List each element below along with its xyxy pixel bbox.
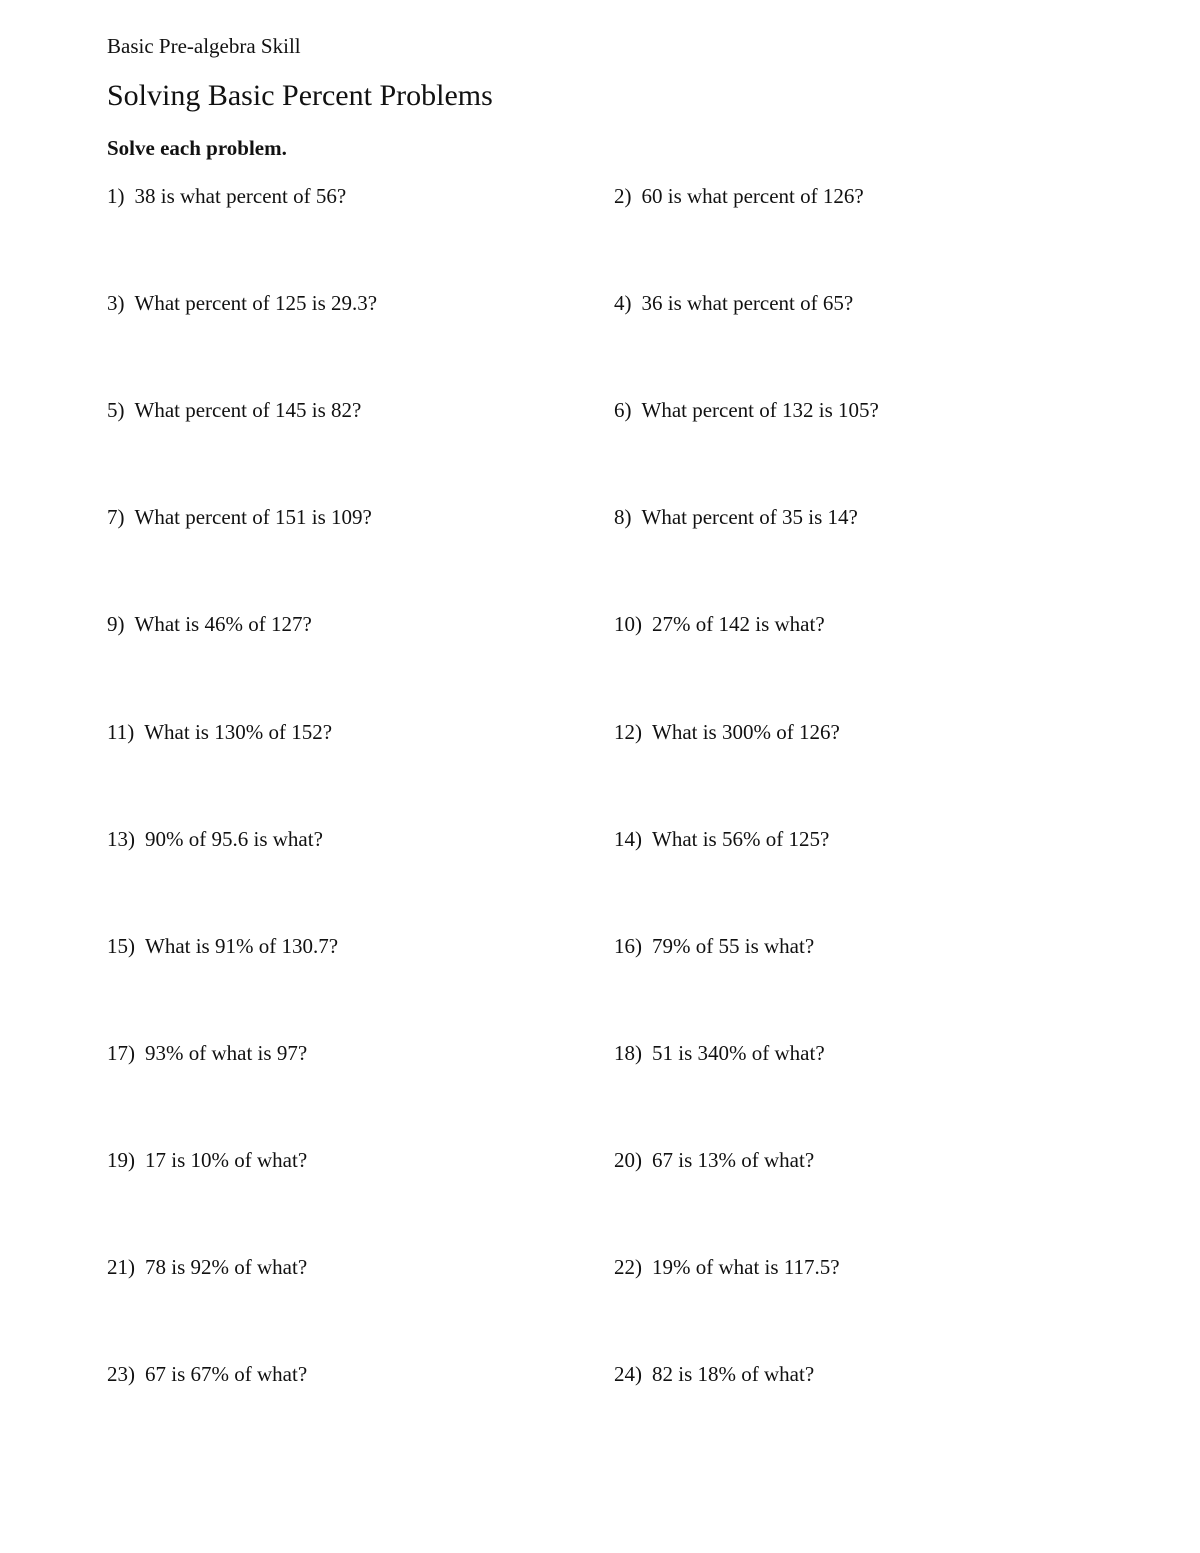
problem-item <box>107 505 372 529</box>
problem-number: 8) <box>614 505 632 529</box>
problem-text: What is 56% of 125? <box>652 827 830 851</box>
problem-item <box>107 1255 307 1279</box>
problem-number: 5) <box>107 398 125 422</box>
problem-number: 9) <box>107 612 125 636</box>
problem-item <box>614 827 829 851</box>
problem-number: 12) <box>614 720 642 744</box>
problem-text: What is 300% of 126? <box>652 720 840 744</box>
page-title: Solving Basic Percent Problems <box>107 79 493 112</box>
problem-number: 24) <box>614 1362 642 1386</box>
problem-item <box>614 720 840 744</box>
problem-text: 60 is what percent of 126? <box>641 184 864 208</box>
problem-text: What is 46% of 127? <box>134 612 312 636</box>
problem-number: 19) <box>107 1148 135 1172</box>
problem-item <box>107 1362 307 1386</box>
problem-number: 21) <box>107 1255 135 1279</box>
problem-item <box>614 934 814 958</box>
problem-number: 6) <box>614 398 632 422</box>
problem-text: 67 is 13% of what? <box>652 1148 815 1172</box>
problem-text: What percent of 125 is 29.3? <box>134 291 378 315</box>
problem-text: What is 130% of 152? <box>144 720 333 744</box>
problem-text: 78 is 92% of what? <box>145 1255 308 1279</box>
problem-item <box>107 612 312 636</box>
problem-number: 7) <box>107 505 125 529</box>
problem-item <box>107 720 332 744</box>
problem-item <box>614 612 825 636</box>
problem-number: 17) <box>107 1041 135 1065</box>
problem-number: 1) <box>107 184 125 208</box>
instructions: Solve each problem. <box>107 136 287 160</box>
problem-text: 19% of what is 117.5? <box>652 1255 840 1279</box>
problem-item <box>614 1362 814 1386</box>
problem-text: 93% of what is 97? <box>145 1041 308 1065</box>
problem-number: 3) <box>107 291 125 315</box>
problem-item <box>614 184 864 208</box>
problem-number: 16) <box>614 934 642 958</box>
problem-item <box>614 291 853 315</box>
problem-item <box>107 184 346 208</box>
problem-number: 11) <box>107 720 135 744</box>
problem-text: What percent of 145 is 82? <box>134 398 362 422</box>
problem-number: 23) <box>107 1362 135 1386</box>
problem-item <box>107 398 361 422</box>
problem-number: 15) <box>107 934 135 958</box>
problem-item <box>614 398 879 422</box>
problem-text: What percent of 151 is 109? <box>134 505 372 529</box>
problem-item <box>614 1148 814 1172</box>
problem-item <box>107 1148 307 1172</box>
problem-text: 90% of 95.6 is what? <box>145 827 323 851</box>
problem-item <box>107 934 338 958</box>
problem-number: 20) <box>614 1148 642 1172</box>
problem-item <box>107 827 323 851</box>
problem-text: 82 is 18% of what? <box>652 1362 815 1386</box>
problem-text: 27% of 142 is what? <box>652 612 825 636</box>
problem-text: 67 is 67% of what? <box>145 1362 308 1386</box>
problem-text: 36 is what percent of 65? <box>641 291 854 315</box>
subject-label: Basic Pre-algebra Skill <box>107 34 301 58</box>
problem-item <box>614 1041 825 1065</box>
problem-text: What percent of 35 is 14? <box>641 505 858 529</box>
problem-item <box>614 1255 840 1279</box>
problem-text: What percent of 132 is 105? <box>641 398 879 422</box>
problem-text: 79% of 55 is what? <box>652 934 815 958</box>
problem-text: 17 is 10% of what? <box>145 1148 308 1172</box>
problem-text: 51 is 340% of what? <box>652 1041 825 1065</box>
problem-text: What is 91% of 130.7? <box>145 934 339 958</box>
problem-number: 4) <box>614 291 632 315</box>
problem-text: 38 is what percent of 56? <box>134 184 347 208</box>
problem-item <box>614 505 858 529</box>
problem-item <box>107 1041 307 1065</box>
problem-number: 14) <box>614 827 642 851</box>
problem-number: 13) <box>107 827 135 851</box>
problem-number: 18) <box>614 1041 642 1065</box>
problem-number: 22) <box>614 1255 642 1279</box>
problem-item <box>107 291 377 315</box>
problem-number: 10) <box>614 612 642 636</box>
problem-number: 2) <box>614 184 632 208</box>
